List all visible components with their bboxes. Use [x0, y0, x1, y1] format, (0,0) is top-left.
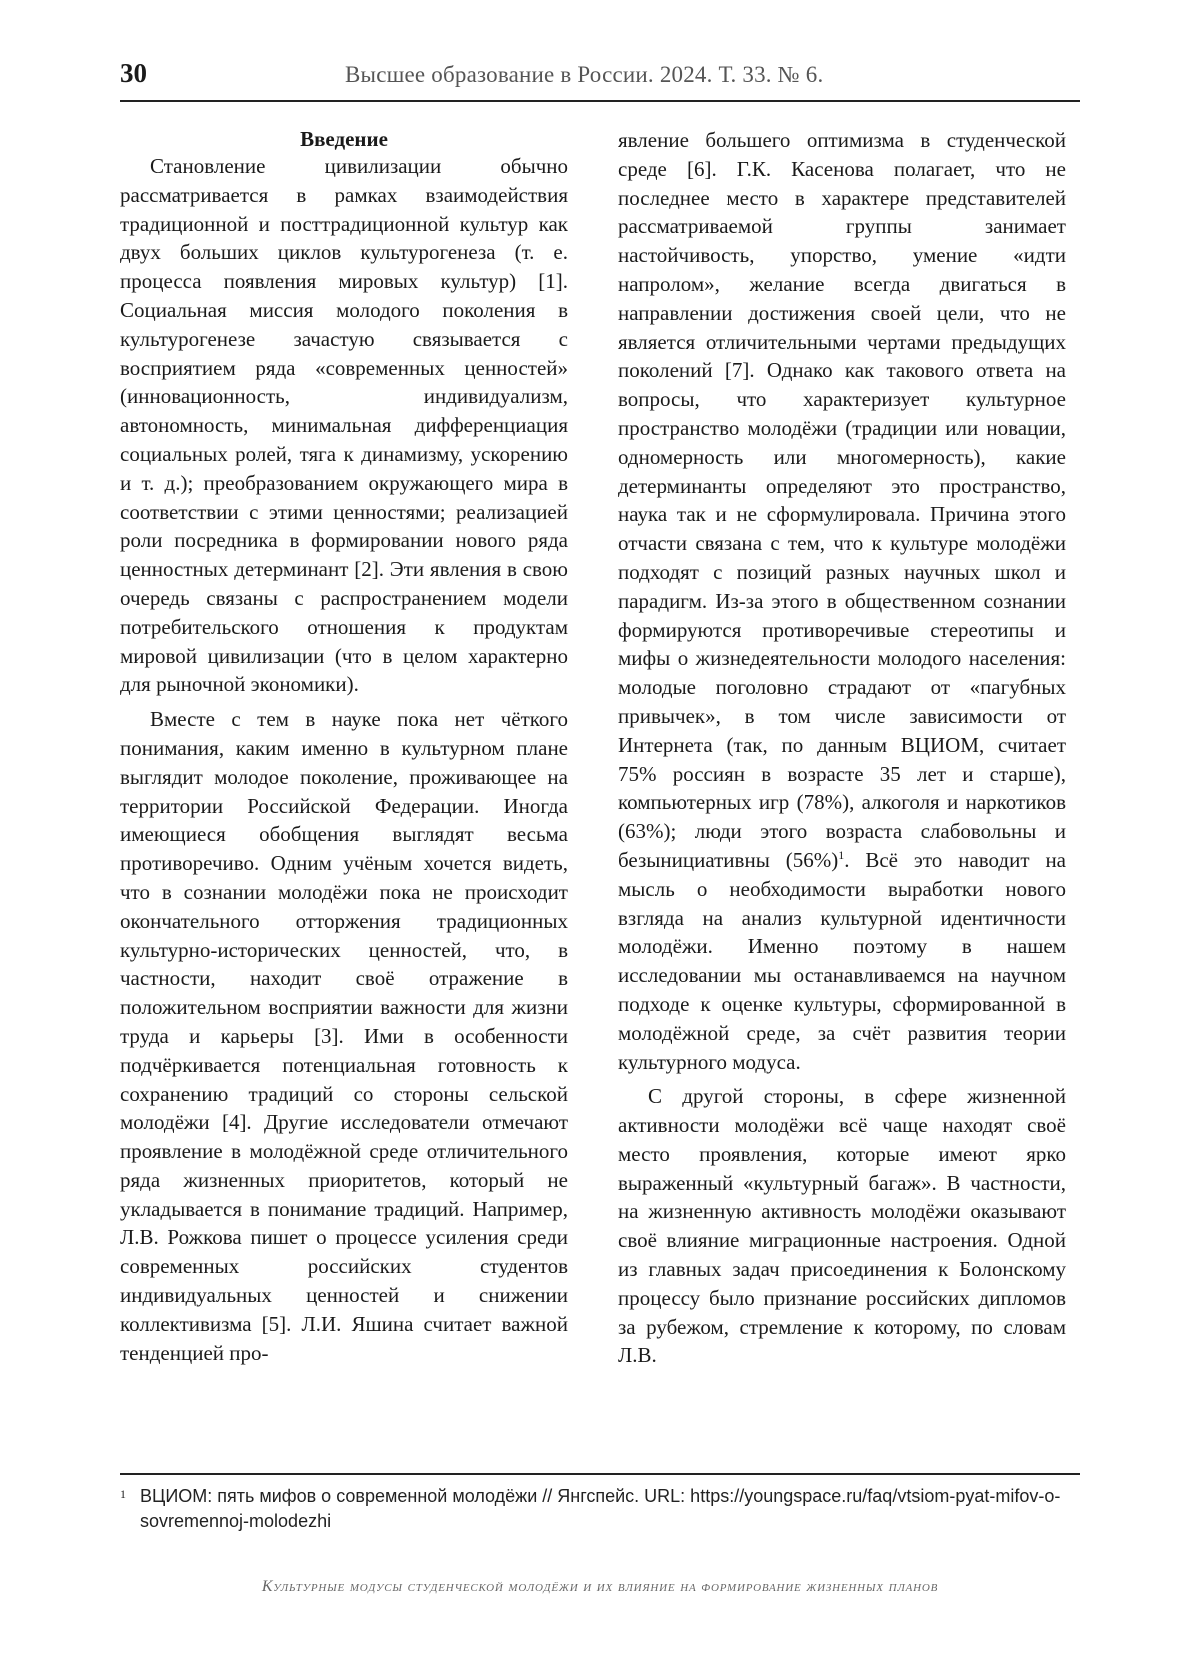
section-heading: Введение [300, 127, 388, 151]
paragraph-text: явление большего оптимизма в студенческой среде [6]. Г.К. Касенова полагает, что не последнее место в характере представителей рассматриваемой группы занимает настойчивость, упорство, умение «идти напролом», желание всегда двигаться в направлении достижения своей цели, что не является отличительными чертами предыдущих поколений [7]. Однако как такового ответа на вопросы, что характеризует культурное пространство молодёжи (традиции или новации, одномерность или многомерность), какие детерминанты определяют это пространство, наука так и не сформулировала. Причина этого отчасти связана с тем, что к культуре молодёжи подходят с позиций разных научных школ и парадигм. Из-за этого в общественном сознании формируются противоречивые стереотипы и мифы о жизнедеятельности молодого населения: молодые поголовно страдают от «пагубных привычек», в том числе зависимости от Интернета (так, по данным ВЦИОМ, считает 75% россиян в возрасте 35 лет и старше), компьютерных игр (78%), алкоголя и наркотиков (63%); люди этого возраста слабовольны и безынициативны (56%) [618, 128, 1066, 872]
paragraph-text: . Всё это наводит на мысль о необходимости выработки нового взгляда на анализ культурной идентичности молодёжи. Именно поэтому в нашем исследовании мы останавливаемся на научном подходе к оценке культуры, сформированной в молодёжной среде, за счёт развития теории культурного модуса. [618, 847, 1066, 1074]
paragraph: Вместе с тем в науке пока нет чёткого понимания, каким именно в культурном плане выглядит молодое поколение, проживающее на территории Российской Федерации. Иногда имеющиеся обобщения выглядят весьма противоречиво. Одним учёным хочется видеть, что в сознании молодёжи пока не происходит окончательного отторжения традиционных культурно-исторических ценностей, что, в частности, находит своё отражение в положительном восприятии важности для жизни труда и карьеры [3]. Ими в особенности подчёркивается потенциальная готовность к сохранению традиций со стороны сельской молодёжи [4]. Другие исследователи отмечают проявление в молодёжной среде отличительного ряда жизненных приоритетов, который не укладывается в понимание традиций. Например, Л.В. Рожкова пишет о процессе усиления среди современных российских студентов индивидуальных ценностей и снижении коллективизма [5]. Л.И. Яшина считает важной тенденцией про- [120, 707, 568, 1365]
footnote-divider [120, 1473, 1080, 1475]
page-number: 30 [120, 58, 147, 88]
footnote [120, 1484, 1080, 1534]
paragraph [618, 126, 1066, 1076]
right-column [618, 126, 1066, 1458]
paragraph: С другой стороны, в сфере жизненной активности молодёжи всё чаще находят своё место проявления, которые имеют ярко выраженный «культурный багаж». В частности, на жизненную активность молодёжи оказывают своё влияние миграционные настроения. Одной из главных задач присоединения к Болонскому процессу было признание российских дипломов за рубежом, стремление к которому, по словам Л.В. [618, 1084, 1066, 1368]
header-divider [120, 100, 1080, 102]
footnote-mark: 1 [120, 1487, 126, 1501]
running-header: Высшее образование в России. 2024. Т. 33. № 6. [345, 62, 824, 87]
footnote-text: ВЦИОМ: пять мифов о современной молодёжи // Янгспейс. URL: https://youngspace.ru/faq/vtsiom-pyat-mifov-o-sovremennoj-molodezhi [140, 1486, 1061, 1531]
footnote-reference[interactable]: 1 [838, 847, 845, 862]
left-column [120, 126, 568, 1458]
paragraph: Становление цивилизации обычно рассматривается в рамках взаимодействия традиционной и посттрадиционной культур как двух больших циклов культурогенеза (т. е. процесса появления мировых культур) [1]. Социальная миссия молодого поколения в культурогенезе зачастую связывается с восприятием ряда «современных ценностей» (инновационность, индивидуализм, автономность, минимальная дифференциация социальных ролей, тяга к динамизму, ускорению и т. д.); преобразованием окружающего мира в соответствии с этими ценностями; реализацией роли посредника в формировании нового ряда ценностных детерминант [2]. Эти явления в свою очередь связаны с распространением модели потребительского отношения к продуктам мировой цивилизации (что в целом характерно для рыночной экономики). [120, 154, 568, 697]
running-footer: Культурные модусы студенческой молодёжи и их влияние на формирование жизненных планов [261, 1578, 939, 1595]
article-body [120, 126, 1080, 1458]
